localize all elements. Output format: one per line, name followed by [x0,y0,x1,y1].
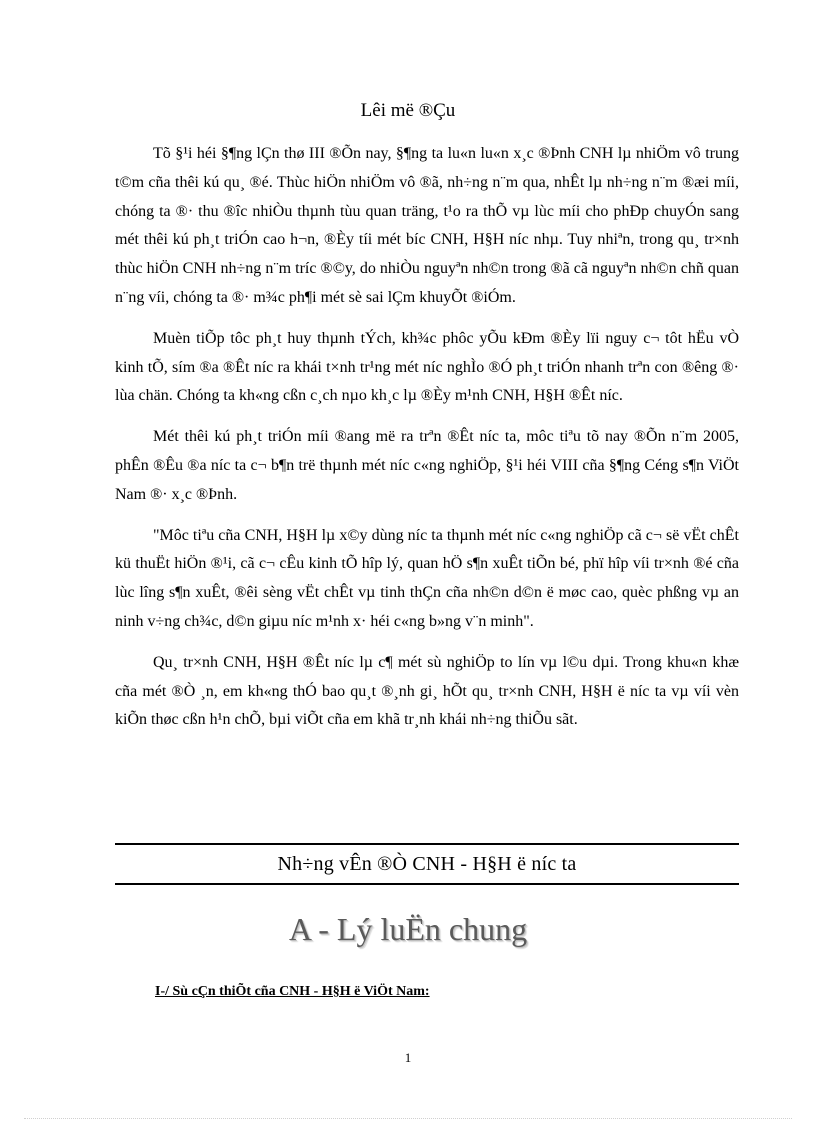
page-number: 1 [404,1050,412,1065]
paragraph-4: "Môc tiªu cña CNH, H§H lµ x©y dùng níc ta thµnh mét níc c«ng nghiÖp cã c¬ së vËt chÊt kü thuËt hiÖn ®¹i, cã c¬ cÊu kinh tÕ hîp lý, quan hÖ s¶n xuÊt tiÕn bé, phï hîp víi tr×nh ®é cña lùc lîng s¶n xuÊt, ®êi sèng vËt chÊt vµ tinh thÇn cña nh©n d©n ë møc cao, quèc phßng vµ an ninh v÷ng ch¾c, d©n giµu níc m¹nh x· héi c«ng b»ng v¨n minh". [115,526,739,630]
paragraph-2: Muèn tiÕp tôc ph¸t huy thµnh tÝch, kh¾c phôc yÕu kÐm ®Èy lïi nguy c¬ tôt hËu vÒ kinh tÕ, sím ®a ®Êt níc ra khái t×nh tr¹ng mét níc nghÌo ®Ó ph¸t triÓn nhanh trªn con ®êng ®· lùa chän. Chóng ta kh«ng cßn c¸ch nµo kh¸c lµ ®Èy m¹nh CNH, H§H ®Êt níc. [115,329,739,405]
section-heading-band [115,843,739,885]
sub-heading: I-/ Sù cÇn thiÕt cña CNH - H§H ë ViÖt Nam: [155,984,430,999]
part-heading: A - Lý luËn chung [288,911,528,947]
paragraph-1: Tõ §¹i héi §¶ng lÇn thø III ®Õn nay, §¶ng ta lu«n lu«n x¸c ®Þnh CNH lµ nhiÖm vô trung t©m cña thêi kú qu¸ ®é. Thùc hiÖn nhiÖm vô ®ã, nh÷ng n¨m qua, nhÊt lµ nh÷ng n¨m ®æi míi, chóng ta ®· thu ®îc nhiÒu thµnh tùu quan träng, t¹o ra thÕ vµ lùc míi cho phÐp chuyÓn sang mét thêi kú ph¸t triÓn cao h¬n, ®Èy tíi mét bíc CNH, H§H níc nhµ. Tuy nhiªn, trong qu¸ tr×nh thùc hiÖn CNH nh÷ng n¨m tríc ®©y, do nhiÒu nguyªn nh©n trong ®ã cã nguyªn nh©n chñ quan n¨ng víi, chóng ta ®· m¾c ph¶i mét sè sai lÇm khuyÕt ®iÓm. [115,145,739,306]
section-heading: Nh÷ng vÊn ®Ò CNH - H§H ë níc ta [277,852,577,875]
intro-title: Lêi më ®Çu [360,100,456,121]
paragraph-5: Qu¸ tr×nh CNH, H§H ®Êt níc lµ c¶ mét sù nghiÖp to lín vµ l©u dµi. Trong khu«n khæ cña mét ®Ò ¸n, em kh«ng thÓ bao qu¸t ®¸nh gi¸ hÕt qu¸ tr×nh CNH, H§H ë níc ta vµ víi vèn kiÕn thøc cßn h¹n chÕ, bµi viÕt cña em khã tr¸nh khái nh÷ng thiÕu sãt. [115,653,739,729]
paragraph-3: Mét thêi kú ph¸t triÓn míi ®ang më ra trªn ®Êt níc ta, môc tiªu tõ nay ®Õn n¨m 2005, phÊn ®Êu ®a níc ta c¬ b¶n trë thµnh mét níc c«ng nghiÖp, §¹i héi VIII cña §¶ng Céng s¶n ViÖt Nam ®· x¸c ®Þnh. [115,428,739,503]
intro-body [115,140,739,747]
page-bottom-border [24,1118,792,1119]
